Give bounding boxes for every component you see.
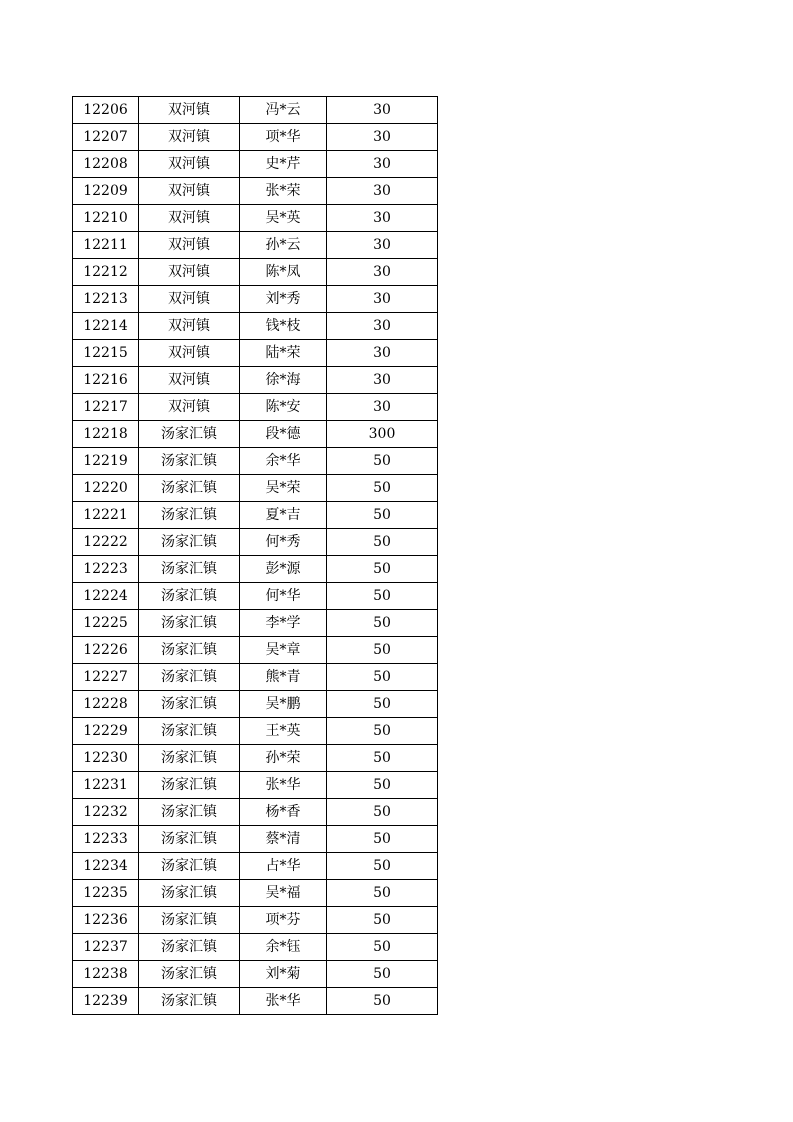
cell-serial-number: 12220: [73, 475, 139, 502]
cell-person-name: 杨*香: [240, 799, 327, 826]
cell-person-name: 占*华: [240, 853, 327, 880]
table-row: [73, 232, 438, 259]
cell-serial-number: 12214: [73, 313, 139, 340]
cell-serial-number: 12228: [73, 691, 139, 718]
cell-amount: 50: [327, 556, 438, 583]
cell-town: 汤家汇镇: [139, 475, 240, 502]
cell-person-name: 刘*秀: [240, 286, 327, 313]
table-row: [73, 691, 438, 718]
cell-town: 汤家汇镇: [139, 772, 240, 799]
cell-person-name: 陆*荣: [240, 340, 327, 367]
cell-serial-number: 12225: [73, 610, 139, 637]
cell-person-name: 钱*枝: [240, 313, 327, 340]
table-row: [73, 853, 438, 880]
table-row: [73, 934, 438, 961]
cell-town: 汤家汇镇: [139, 745, 240, 772]
cell-town: 汤家汇镇: [139, 826, 240, 853]
cell-person-name: 张*华: [240, 772, 327, 799]
cell-person-name: 孙*荣: [240, 745, 327, 772]
cell-person-name: 彭*源: [240, 556, 327, 583]
cell-amount: 30: [327, 97, 438, 124]
cell-person-name: 史*芹: [240, 151, 327, 178]
cell-town: 汤家汇镇: [139, 448, 240, 475]
cell-serial-number: 12239: [73, 988, 139, 1015]
cell-town: 双河镇: [139, 205, 240, 232]
cell-town: 双河镇: [139, 259, 240, 286]
table-row: [73, 529, 438, 556]
cell-serial-number: 12219: [73, 448, 139, 475]
table-row: [73, 772, 438, 799]
cell-person-name: 陈*安: [240, 394, 327, 421]
cell-town: 汤家汇镇: [139, 529, 240, 556]
table-row: [73, 583, 438, 610]
cell-town: 汤家汇镇: [139, 907, 240, 934]
cell-serial-number: 12233: [73, 826, 139, 853]
cell-serial-number: 12231: [73, 772, 139, 799]
table-row: [73, 313, 438, 340]
cell-person-name: 项*芬: [240, 907, 327, 934]
cell-amount: 300: [327, 421, 438, 448]
cell-amount: 50: [327, 583, 438, 610]
cell-serial-number: 12232: [73, 799, 139, 826]
cell-person-name: 张*荣: [240, 178, 327, 205]
cell-serial-number: 12224: [73, 583, 139, 610]
cell-town: 汤家汇镇: [139, 610, 240, 637]
cell-town: 汤家汇镇: [139, 556, 240, 583]
cell-person-name: 冯*云: [240, 97, 327, 124]
cell-amount: 50: [327, 529, 438, 556]
cell-serial-number: 12213: [73, 286, 139, 313]
cell-serial-number: 12223: [73, 556, 139, 583]
cell-amount: 50: [327, 853, 438, 880]
cell-town: 双河镇: [139, 340, 240, 367]
table-row: [73, 421, 438, 448]
cell-serial-number: 12229: [73, 718, 139, 745]
cell-town: 汤家汇镇: [139, 988, 240, 1015]
cell-serial-number: 12217: [73, 394, 139, 421]
table-row: [73, 448, 438, 475]
table-row: [73, 988, 438, 1015]
cell-town: 双河镇: [139, 286, 240, 313]
cell-amount: 50: [327, 718, 438, 745]
cell-amount: 30: [327, 259, 438, 286]
cell-amount: 30: [327, 151, 438, 178]
table-row: [73, 286, 438, 313]
table-row: [73, 259, 438, 286]
cell-amount: 50: [327, 826, 438, 853]
cell-serial-number: 12227: [73, 664, 139, 691]
cell-person-name: 陈*凤: [240, 259, 327, 286]
cell-town: 双河镇: [139, 124, 240, 151]
cell-amount: 50: [327, 745, 438, 772]
table-row: [73, 799, 438, 826]
cell-town: 汤家汇镇: [139, 502, 240, 529]
cell-town: 汤家汇镇: [139, 421, 240, 448]
cell-person-name: 张*华: [240, 988, 327, 1015]
table-row: [73, 205, 438, 232]
cell-serial-number: 12207: [73, 124, 139, 151]
cell-town: 汤家汇镇: [139, 583, 240, 610]
cell-amount: 50: [327, 475, 438, 502]
cell-town: 汤家汇镇: [139, 718, 240, 745]
cell-person-name: 吴*英: [240, 205, 327, 232]
table-row: [73, 178, 438, 205]
cell-serial-number: 12210: [73, 205, 139, 232]
cell-serial-number: 12237: [73, 934, 139, 961]
cell-serial-number: 12221: [73, 502, 139, 529]
table-row: [73, 961, 438, 988]
cell-town: 双河镇: [139, 151, 240, 178]
cell-amount: 30: [327, 367, 438, 394]
cell-amount: 50: [327, 691, 438, 718]
cell-serial-number: 12230: [73, 745, 139, 772]
cell-amount: 30: [327, 286, 438, 313]
table-row: [73, 610, 438, 637]
cell-serial-number: 12226: [73, 637, 139, 664]
table-row: [73, 907, 438, 934]
cell-amount: 50: [327, 880, 438, 907]
cell-serial-number: 12216: [73, 367, 139, 394]
cell-person-name: 徐*海: [240, 367, 327, 394]
cell-person-name: 孙*云: [240, 232, 327, 259]
cell-amount: 50: [327, 988, 438, 1015]
table-row: [73, 367, 438, 394]
cell-town: 汤家汇镇: [139, 637, 240, 664]
table-row: [73, 394, 438, 421]
table-row: [73, 745, 438, 772]
cell-town: 汤家汇镇: [139, 880, 240, 907]
cell-amount: 30: [327, 205, 438, 232]
cell-person-name: 项*华: [240, 124, 327, 151]
cell-town: 汤家汇镇: [139, 799, 240, 826]
cell-amount: 50: [327, 448, 438, 475]
cell-town: 双河镇: [139, 178, 240, 205]
table-row: [73, 880, 438, 907]
cell-person-name: 王*英: [240, 718, 327, 745]
table-row: [73, 475, 438, 502]
table-row: [73, 151, 438, 178]
cell-town: 双河镇: [139, 367, 240, 394]
cell-person-name: 吴*章: [240, 637, 327, 664]
cell-person-name: 吴*荣: [240, 475, 327, 502]
cell-amount: 50: [327, 934, 438, 961]
cell-town: 汤家汇镇: [139, 853, 240, 880]
cell-town: 汤家汇镇: [139, 664, 240, 691]
table-row: [73, 502, 438, 529]
cell-serial-number: 12238: [73, 961, 139, 988]
cell-town: 汤家汇镇: [139, 691, 240, 718]
cell-serial-number: 12208: [73, 151, 139, 178]
cell-person-name: 何*秀: [240, 529, 327, 556]
cell-town: 双河镇: [139, 313, 240, 340]
cell-serial-number: 12211: [73, 232, 139, 259]
cell-amount: 50: [327, 907, 438, 934]
cell-town: 双河镇: [139, 394, 240, 421]
cell-serial-number: 12209: [73, 178, 139, 205]
cell-amount: 30: [327, 394, 438, 421]
cell-amount: 50: [327, 772, 438, 799]
cell-person-name: 李*学: [240, 610, 327, 637]
cell-town: 双河镇: [139, 232, 240, 259]
records-table-body: [73, 97, 438, 1015]
records-table: [72, 96, 438, 1015]
cell-person-name: 熊*青: [240, 664, 327, 691]
table-row: [73, 556, 438, 583]
table-row: [73, 124, 438, 151]
cell-person-name: 吴*鹏: [240, 691, 327, 718]
table-row: [73, 637, 438, 664]
cell-town: 汤家汇镇: [139, 934, 240, 961]
cell-amount: 50: [327, 664, 438, 691]
cell-person-name: 刘*菊: [240, 961, 327, 988]
cell-person-name: 余*钰: [240, 934, 327, 961]
cell-serial-number: 12222: [73, 529, 139, 556]
cell-amount: 30: [327, 232, 438, 259]
cell-serial-number: 12206: [73, 97, 139, 124]
cell-person-name: 夏*吉: [240, 502, 327, 529]
table-row: [73, 826, 438, 853]
cell-person-name: 余*华: [240, 448, 327, 475]
cell-amount: 50: [327, 610, 438, 637]
cell-person-name: 何*华: [240, 583, 327, 610]
cell-amount: 30: [327, 178, 438, 205]
cell-town: 汤家汇镇: [139, 961, 240, 988]
cell-amount: 30: [327, 124, 438, 151]
cell-amount: 50: [327, 961, 438, 988]
cell-person-name: 段*德: [240, 421, 327, 448]
table-row: [73, 718, 438, 745]
cell-amount: 50: [327, 502, 438, 529]
cell-serial-number: 12234: [73, 853, 139, 880]
cell-town: 双河镇: [139, 97, 240, 124]
cell-amount: 50: [327, 637, 438, 664]
cell-amount: 30: [327, 313, 438, 340]
cell-serial-number: 12212: [73, 259, 139, 286]
table-row: [73, 340, 438, 367]
cell-amount: 50: [327, 799, 438, 826]
table-row: [73, 664, 438, 691]
cell-serial-number: 12236: [73, 907, 139, 934]
cell-person-name: 蔡*清: [240, 826, 327, 853]
table-row: [73, 97, 438, 124]
cell-person-name: 吴*福: [240, 880, 327, 907]
cell-amount: 30: [327, 340, 438, 367]
cell-serial-number: 12235: [73, 880, 139, 907]
cell-serial-number: 12218: [73, 421, 139, 448]
cell-serial-number: 12215: [73, 340, 139, 367]
